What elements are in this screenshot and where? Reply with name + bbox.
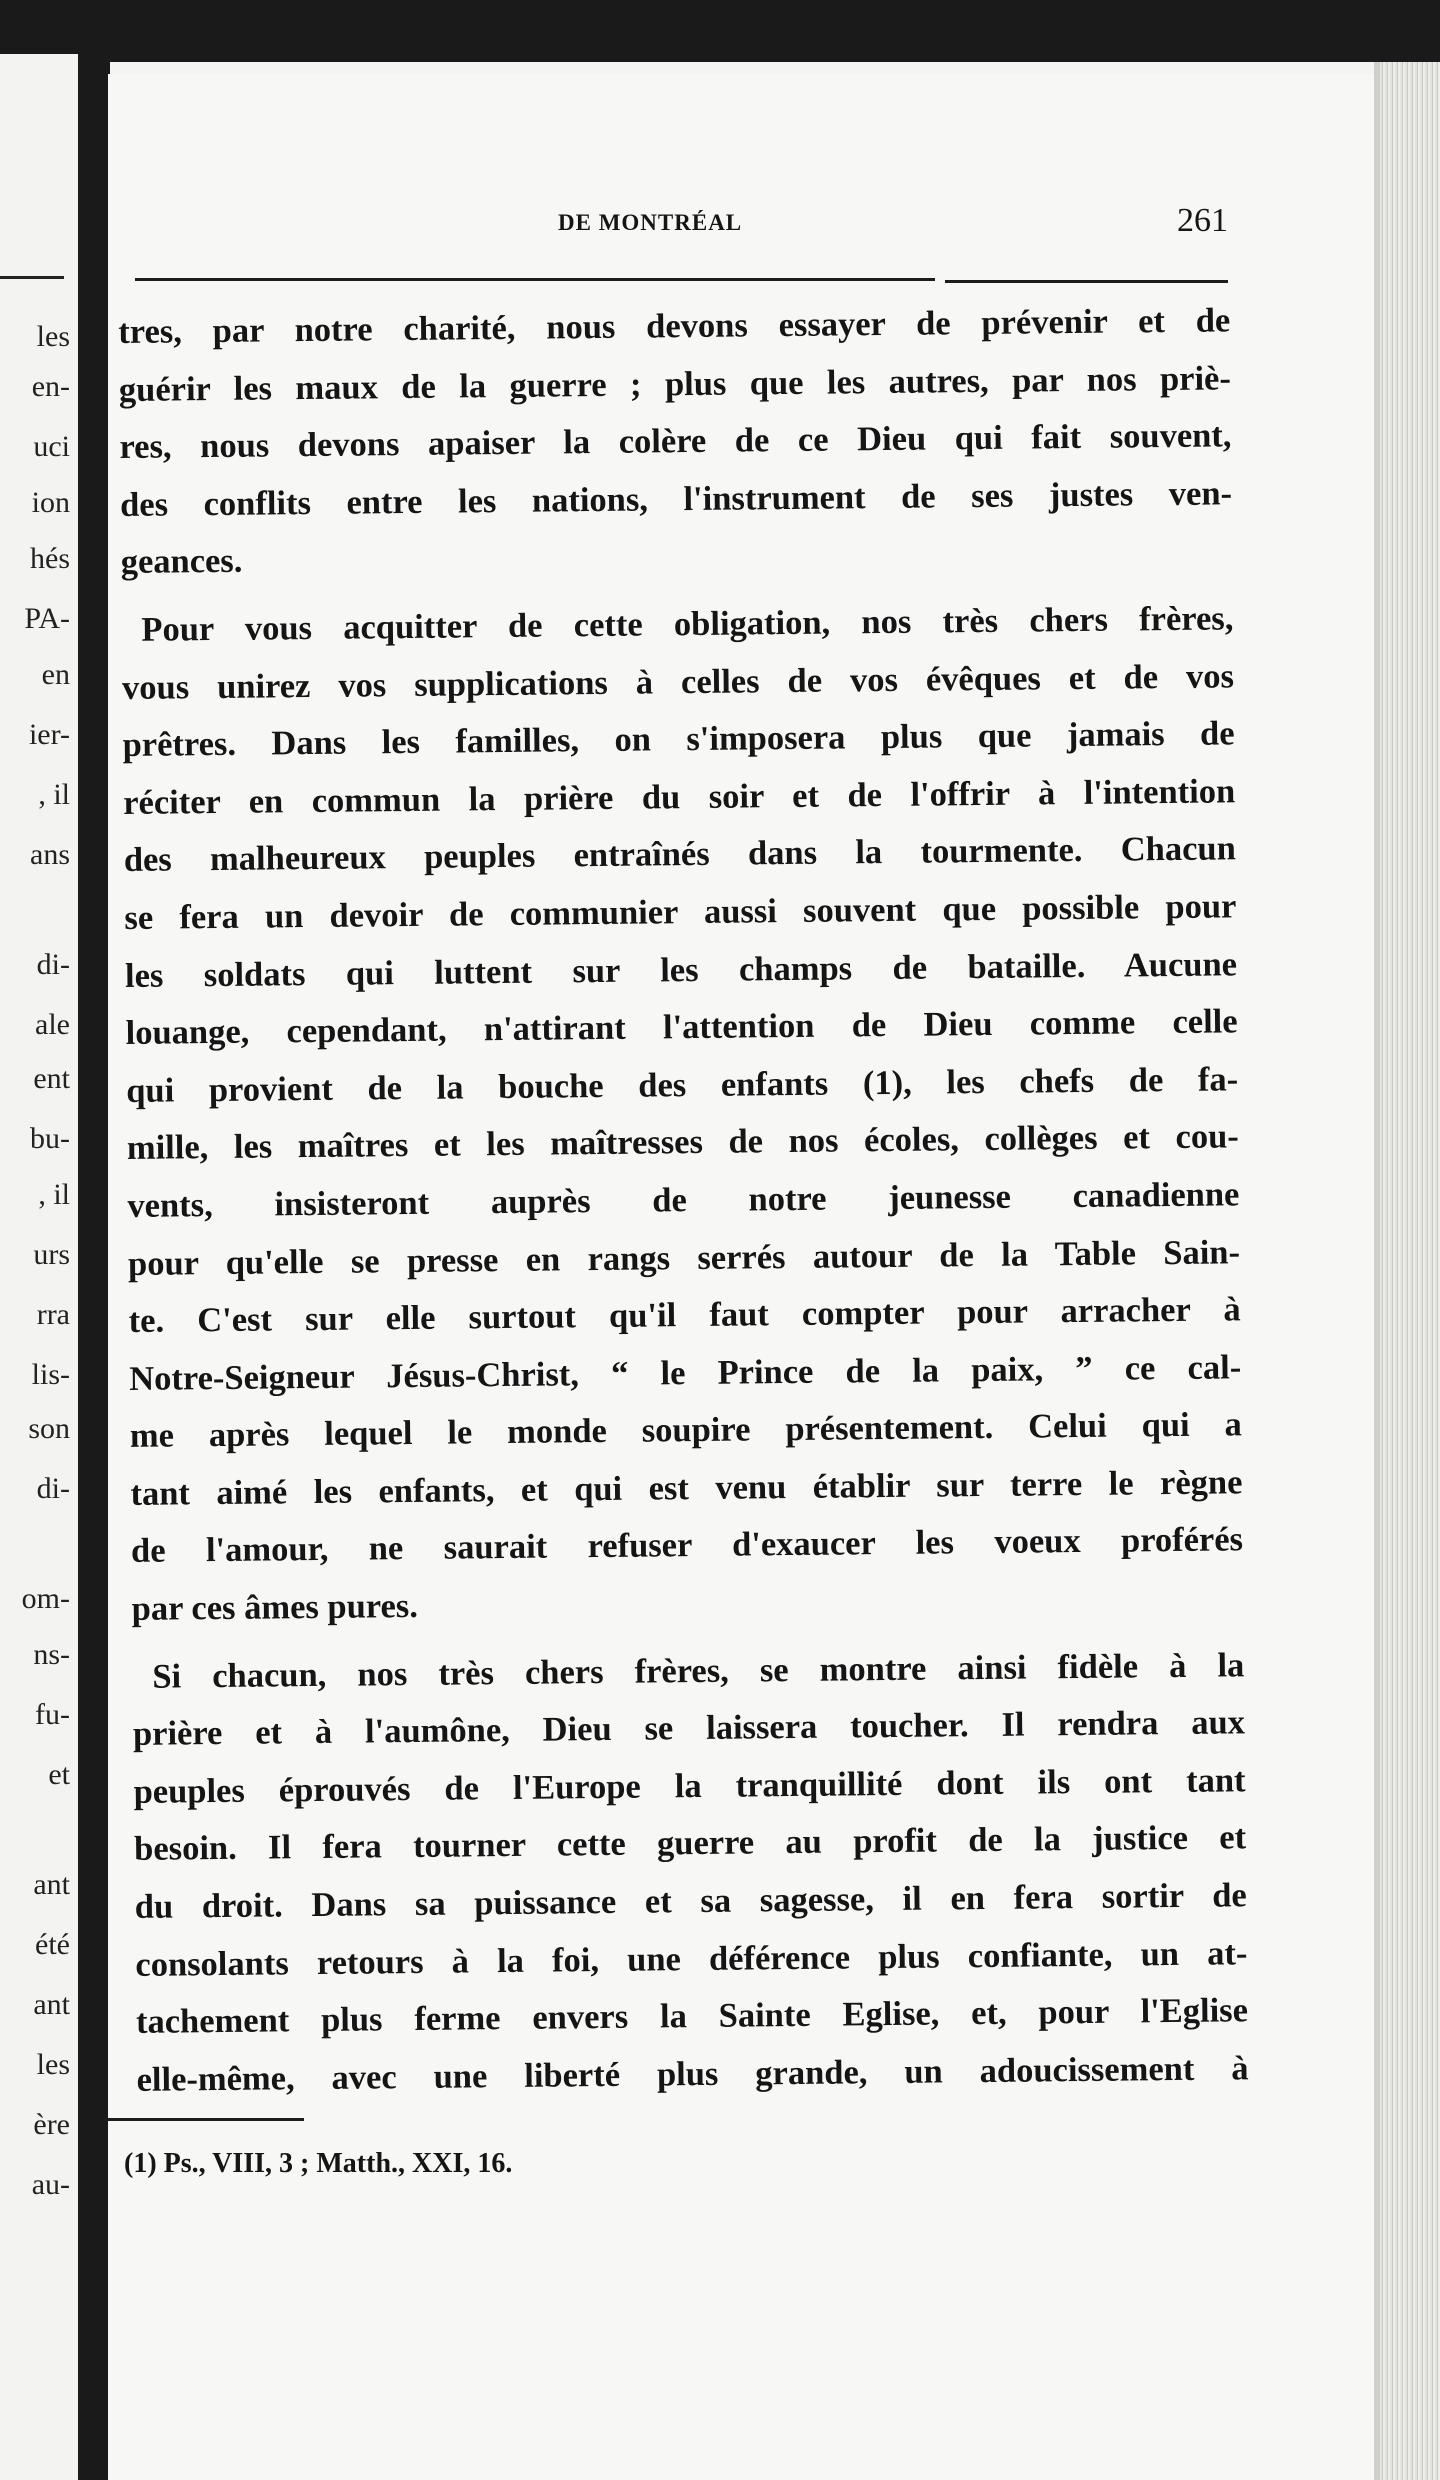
text-line: Pour vous acquitter de cette obligation, nos très chers frères, [141,599,1234,649]
page-number: 261 [1177,202,1228,239]
facing-page-fragment: , il [38,778,70,811]
text-line: prêtres. Dans les familles, on s'imposera plus que jamais de [122,714,1235,765]
facing-page-fragment: lis- [31,1358,70,1391]
text-line: qui provient de la bouche des enfants (1), les chefs de fa- [126,1060,1239,1110]
facing-page-fragment: au- [31,2168,70,2201]
facing-page-fragment: uci [33,430,70,463]
facing-page-edge [0,54,84,2480]
paragraph [121,590,1244,1638]
text-line: peuples éprouvés de l'Europe la tranquillité dont ils ont tant [133,1761,1246,1811]
text-line: consolants retours à la foi, une déférence plus confiante, un at- [135,1933,1248,1984]
text-line: Notre-Seigneur Jésus-Christ, “ le Prince de la paix, ” ce cal- [129,1347,1242,1398]
text-line: des conflits entre les nations, l'instrument de ses justes ven- [119,474,1233,524]
text-line: du droit. Dans sa puissance et sa sagesse, il en fera sortir de [134,1876,1247,1926]
text-line: guérir les maux de la guerre ; plus que les autres, par nos priè- [118,358,1232,409]
paragraph [132,1637,1249,2109]
text-line: des malheureux peuples entraînés dans la tourmente. Chacun [123,829,1236,880]
text-line: geances. [120,542,243,582]
text-line: te. C'est sur elle surtout qu'il faut compter pour arracher à [128,1290,1241,1341]
facing-page-fragment: , il [38,1178,70,1211]
facing-page-fragment: en- [31,370,70,403]
text-line: tres, par notre charité, nous devons essayer de prévenir et de [118,301,1231,351]
facing-page-fragment: ns- [33,1638,70,1671]
facing-page-fragment: hés [30,542,70,575]
facing-page-fragment: ant [33,1868,70,1901]
facing-page-fragment: om- [21,1582,70,1615]
facing-page-fragment: ère [33,2108,70,2141]
text-line: se fera un devoir de communier aussi souvent que possible pour [124,887,1237,937]
text-line: les soldats qui luttent sur les champs de bataille. Aucune [124,944,1238,995]
header-rule [135,278,935,281]
page-stack-edge [1380,62,1440,2480]
facing-page-fragment: urs [33,1238,70,1271]
facing-page-fragment: ans [30,838,70,871]
text-line: tant aimé les enfants, et qui est venu établir sur terre le règne [130,1463,1243,1513]
text-line: prière et à l'aumône, Dieu se laissera toucher. Il rendra aux [132,1703,1246,1754]
text-line: besoin. Il fera tourner cette guerre au profit de la justice et [133,1818,1247,1869]
text-line: res, nous devons apaiser la colère de ce Dieu qui fait souvent, [119,416,1232,467]
facing-page-fragment: son [28,1412,70,1445]
facing-page-fragment: ier- [28,718,70,751]
facing-page-fragment: en [41,658,70,691]
text-line: me après lequel le monde soupire présentement. Celui qui a [129,1405,1242,1456]
text-line: pour qu'elle se presse en rangs serrés autour de la Table Sain- [127,1232,1241,1283]
facing-page-fragment: di- [36,1472,70,1505]
footnote-rule [104,2118,304,2121]
facing-page-fragment: les [36,2048,70,2081]
scan-background [0,0,1440,62]
running-head: DE MONTRÉAL [558,210,743,235]
facing-page-fragment: les [36,320,70,353]
facing-page-rule [0,276,64,279]
facing-page-fragment: rra [36,1298,70,1331]
footnote: (1) Ps., VIII, 3 ; Matth., XXI, 16. [124,2148,513,2179]
facing-page-fragment: di- [36,948,70,981]
text-line: réciter en commun la prière du soir et de l'offrir à l'intention [123,772,1236,822]
facing-page-fragment: bu- [30,1122,70,1155]
paragraph [118,292,1233,592]
text-line: par ces âmes pures. [131,1586,419,1628]
facing-page-fragment: ent [33,1062,70,1095]
facing-page-fragment: et [48,1758,70,1791]
facing-page-fragment: ant [33,1988,70,2021]
text-line: vous unirez vos supplications à celles de vos évêques et de vos [121,656,1235,707]
facing-page-fragment: ion [31,486,70,519]
text-line: Si chacun, nos très chers frères, se montre ainsi fidèle à la [152,1645,1245,1696]
facing-page-fragment: fu- [35,1698,70,1731]
body-text [118,292,1249,2109]
text-line: tachement plus ferme envers la Sainte Eglise, et, pour l'Eglise [135,1991,1249,2042]
text-line: de l'amour, ne saurait refuser d'exaucer les voeux proférés [130,1520,1244,1571]
text-line: vents, insisteront auprès de notre jeunesse canadienne [127,1175,1240,1225]
page-header [128,196,1228,256]
facing-page-fragment: été [35,1928,70,1961]
text-line: louange, cependant, n'attirant l'attention de Dieu comme celle [125,1002,1238,1053]
text-line: elle-même, avec une liberté plus grande, un adoucissement à [136,2049,1249,2099]
facing-page-fragment: PA- [24,602,70,635]
header-rule [945,280,1228,283]
text-line: mille, les maîtres et les maîtresses de nos écoles, collèges et cou- [126,1117,1239,1168]
facing-page-fragment: ale [35,1008,70,1041]
